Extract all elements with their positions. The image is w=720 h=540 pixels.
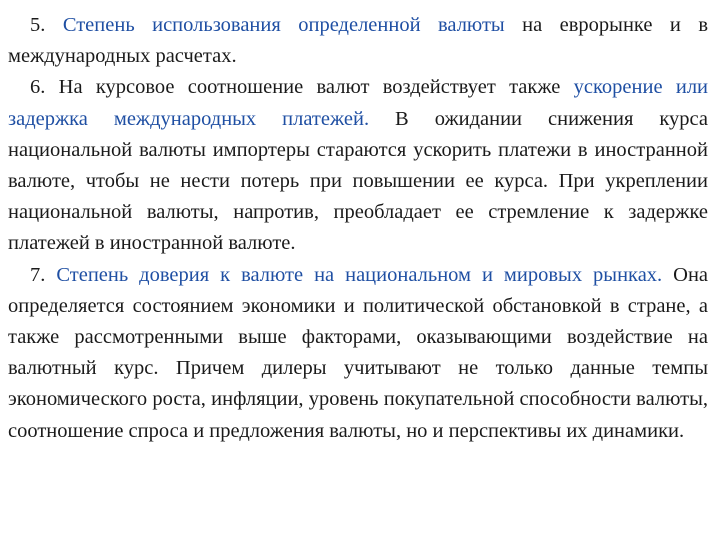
paragraph-7-number: 7. <box>30 263 46 286</box>
paragraph-6 <box>8 72 708 259</box>
paragraph-5-highlight: Степень использования определенной валюты <box>62 14 505 36</box>
document-page <box>8 10 708 447</box>
paragraph-7-highlight: Степень доверия к валюте на национальном и мировых рынках. <box>56 263 663 286</box>
paragraph-5-number: 5. <box>30 14 46 36</box>
paragraph-7 <box>8 260 708 447</box>
paragraph-5-text: на еврорынке и в международных расчетах. <box>8 14 708 68</box>
paragraph-6-text: В ожидании снижения курса национальной валюты импортеры стараются ускорить платежи в иностранной валюте, чтобы не нести потерь при повышении ее курса. При укреплении национальной валюты, напротив, преобладает ее стремление к задержке платежей в иностранной валюте. <box>8 107 708 255</box>
paragraph-6-lead: На курсовое соотношение валют воздействует также <box>58 76 574 99</box>
paragraph-6-highlight: ускорение или задержка международных платежей. <box>8 76 709 130</box>
paragraph-5 <box>8 10 708 72</box>
paragraph-7-text: Она определяется состоянием экономики и политической обстановкой в стране, а также рассмотренными выше факторами, оказывающими воздействие на валютный курс. Причем дилеры учитывают не только данные темпы экономического роста, инфляции, уровень покупательной способности валюты, соотношение спроса и предложения валюты, но и перспективы их динамики. <box>8 263 709 442</box>
paragraph-6-number: 6. <box>30 76 46 99</box>
